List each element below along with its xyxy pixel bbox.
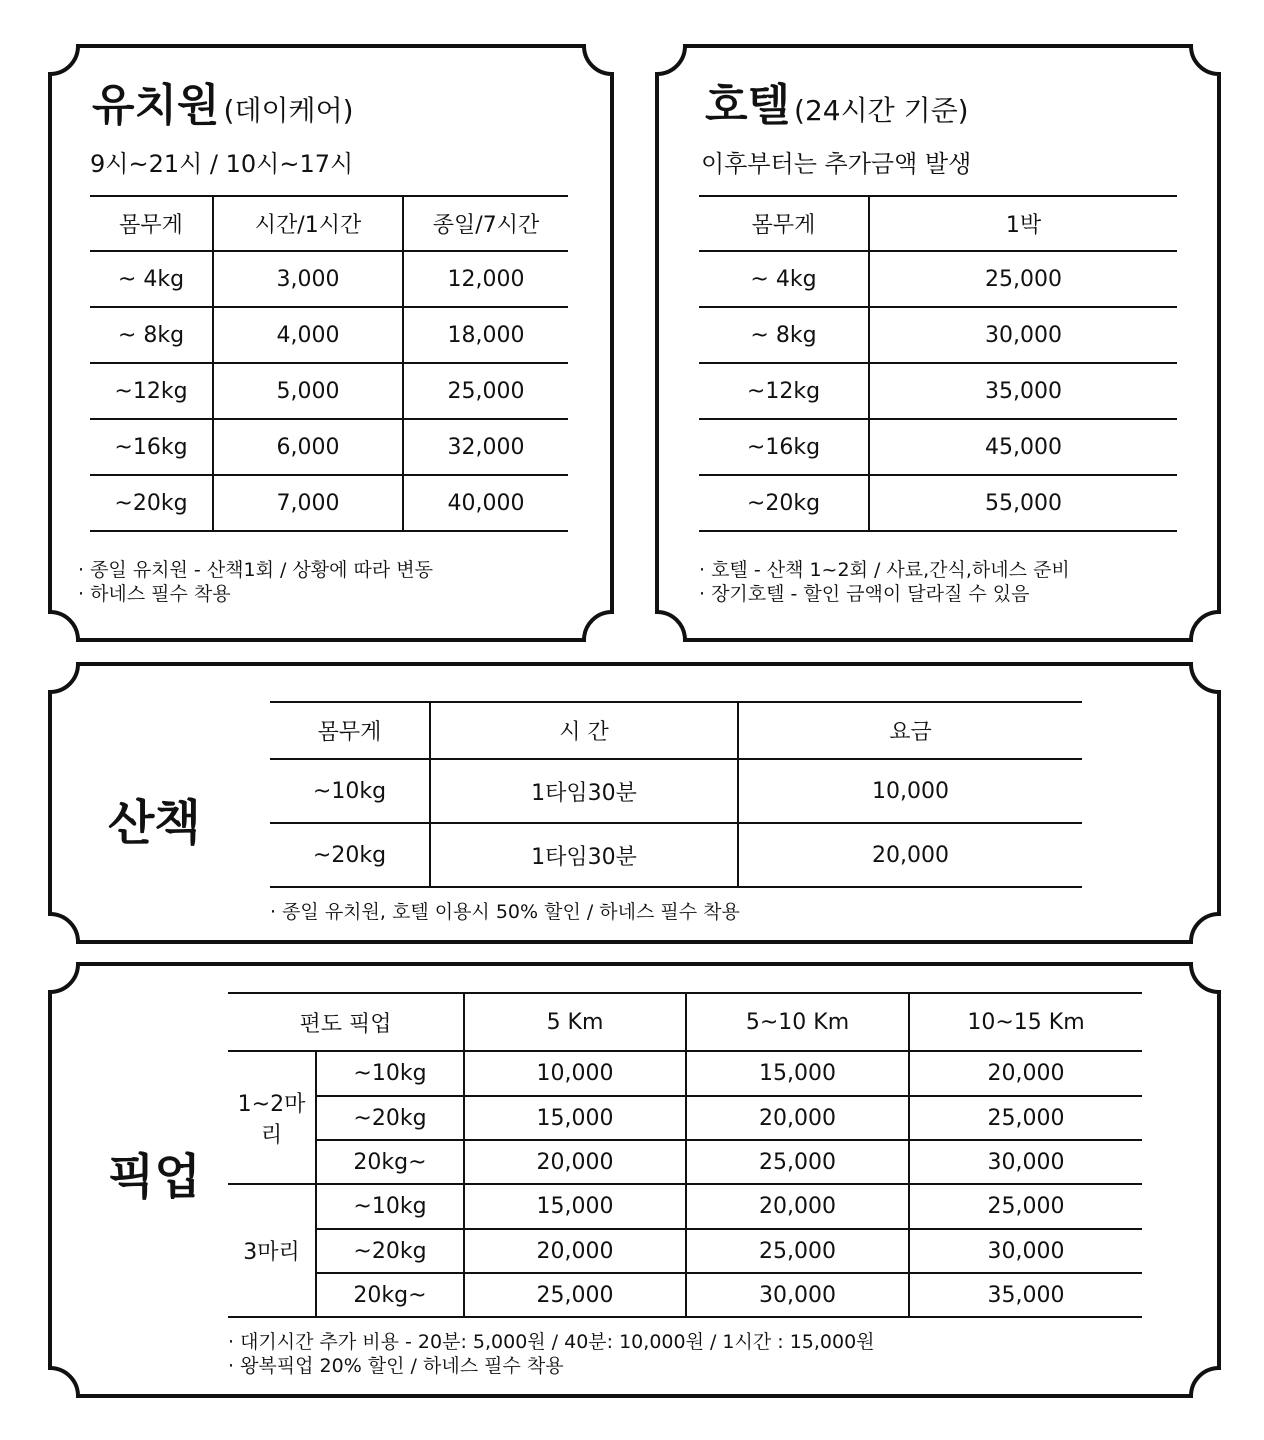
hotel-price-table: [699, 195, 1177, 532]
price-cell: 20,000: [464, 1229, 686, 1273]
table-row: [699, 419, 1177, 475]
price-cell: 25,000: [909, 1184, 1142, 1229]
pickup-price-table: [228, 992, 1142, 1318]
weight-cell: ~ 8kg: [117, 322, 185, 348]
table-row: [270, 823, 1082, 887]
weight-cell: 20kg~: [316, 1273, 464, 1317]
price-cell: 18,000: [403, 307, 568, 363]
price-cell: 5,000: [213, 363, 403, 419]
header-fullday: 종일/7시간: [403, 196, 568, 251]
price-cell: 30,000: [869, 307, 1177, 363]
table-row: [699, 251, 1177, 307]
price-cell: 55,000: [869, 475, 1177, 531]
hotel-title-sub: (24시간 기준): [794, 94, 969, 127]
weight-cell: ~16kg: [746, 434, 821, 460]
walk-panel: [48, 662, 1221, 944]
header-night: 1박: [869, 196, 1177, 251]
price-cell: 25,000: [403, 363, 568, 419]
price-cell: 30,000: [909, 1140, 1142, 1184]
kindergarten-notes: [78, 558, 433, 606]
table-row: [228, 1229, 1142, 1273]
kindergarten-title-main: 유치원: [92, 80, 220, 131]
group-label: 3마리: [243, 1240, 300, 1265]
weight-cell: ~12kg: [746, 378, 821, 404]
price-cell: 45,000: [869, 419, 1177, 475]
note-line: · 왕복픽업 20% 할인 / 하네스 필수 착용: [228, 1355, 564, 1377]
hotel-subtitle: 이후부터는 추가금액 발생: [701, 150, 972, 178]
price-cell: 15,000: [464, 1096, 686, 1140]
kindergarten-hours: 9시~21시 / 10시~17시: [90, 150, 354, 178]
price-cell: 6,000: [213, 419, 403, 475]
kindergarten-title: [92, 80, 354, 131]
table-row: [228, 1051, 1142, 1096]
table-row: [228, 1140, 1142, 1184]
price-cell: 10,000: [738, 759, 1082, 823]
note-line: · 대기시간 추가 비용 - 20분: 5,000원 / 40분: 10,000원 / 1시간 : 15,000원: [228, 1331, 875, 1353]
header-hourly: 시간/1시간: [213, 196, 403, 251]
time-cell: 1타임30분: [430, 759, 738, 823]
price-cell: 25,000: [464, 1273, 686, 1317]
kindergarten-title-sub: (데이케어): [223, 94, 354, 127]
price-cell: 25,000: [869, 251, 1177, 307]
pickup-title: 픽업: [108, 1149, 201, 1205]
table-row: [90, 419, 568, 475]
price-cell: 3,000: [213, 251, 403, 307]
weight-cell: ~10kg: [312, 778, 387, 804]
note-line: · 종일 유치원, 호텔 이용시 50% 할인 / 하네스 필수 착용: [270, 901, 740, 923]
table-row: [270, 759, 1082, 823]
walk-notes: [270, 900, 740, 924]
header-weight: 몸무게: [751, 213, 816, 238]
weight-cell: ~20kg: [746, 490, 821, 516]
price-cell: 20,000: [738, 823, 1082, 887]
weight-cell: ~10kg: [316, 1051, 464, 1096]
table-row: [699, 475, 1177, 531]
price-cell: 20,000: [464, 1140, 686, 1184]
header-weight: 몸무게: [119, 213, 183, 238]
table-row: [699, 307, 1177, 363]
price-cell: 32,000: [403, 419, 568, 475]
price-cell: 12,000: [403, 251, 568, 307]
table-row: [228, 1184, 1142, 1229]
note-line: · 장기호텔 - 할인 금액이 달라질 수 있음: [699, 583, 1030, 605]
price-cell: 30,000: [686, 1273, 909, 1317]
price-cell: 25,000: [686, 1229, 909, 1273]
table-row: [90, 363, 568, 419]
hotel-title: [705, 80, 969, 131]
price-cell: 35,000: [869, 363, 1177, 419]
table-row: [90, 307, 568, 363]
table-header-row: [699, 196, 1177, 251]
weight-cell: ~10kg: [316, 1184, 464, 1229]
price-cell: 20,000: [686, 1184, 909, 1229]
price-cell: 40,000: [403, 475, 568, 531]
weight-cell: ~20kg: [316, 1096, 464, 1140]
walk-title: 산책: [108, 795, 201, 851]
note-line: · 호텔 - 산책 1~2회 / 사료,간식,하네스 준비: [699, 559, 1070, 581]
table-row: [90, 251, 568, 307]
price-cell: 35,000: [909, 1273, 1142, 1317]
header-fee: 요금: [738, 702, 1082, 759]
table-header-row: [270, 702, 1082, 759]
table-header-row: [90, 196, 568, 251]
header-time: 시 간: [430, 702, 738, 759]
weight-cell: ~20kg: [316, 1229, 464, 1273]
table-row: [90, 475, 568, 531]
price-cell: 20,000: [909, 1051, 1142, 1096]
pickup-notes: [228, 1330, 875, 1378]
weight-cell: ~ 8kg: [750, 322, 817, 348]
time-cell: 1타임30분: [430, 823, 738, 887]
price-cell: 25,000: [909, 1096, 1142, 1140]
weight-cell: ~ 4kg: [117, 266, 185, 292]
table-header-row: [228, 993, 1142, 1051]
price-cell: 15,000: [686, 1051, 909, 1096]
weight-cell: 20kg~: [316, 1140, 464, 1184]
weight-cell: ~ 4kg: [750, 266, 817, 292]
hotel-title-main: 호텔: [705, 80, 791, 131]
price-cell: 7,000: [213, 475, 403, 531]
header-5-10km: 5~10 Km: [686, 993, 909, 1051]
weight-cell: ~16kg: [114, 434, 188, 460]
price-cell: 30,000: [909, 1229, 1142, 1273]
pickup-panel: [48, 962, 1221, 1398]
price-cell: 20,000: [686, 1096, 909, 1140]
price-cell: 25,000: [686, 1140, 909, 1184]
weight-cell: ~20kg: [114, 490, 188, 516]
header-5km: 5 Km: [464, 993, 686, 1051]
price-cell: 15,000: [464, 1184, 686, 1229]
header-oneway-pickup: 편도 픽업: [299, 1011, 392, 1037]
table-row: [228, 1096, 1142, 1140]
header-weight: 몸무게: [317, 720, 382, 745]
table-row: [228, 1273, 1142, 1317]
walk-price-table: [270, 701, 1082, 888]
kindergarten-price-table: [90, 195, 568, 532]
kindergarten-panel: [48, 44, 614, 642]
weight-cell: ~20kg: [312, 842, 387, 868]
price-cell: 10,000: [464, 1051, 686, 1096]
weight-cell: ~12kg: [114, 378, 188, 404]
hotel-notes: [699, 558, 1070, 606]
header-10-15km: 10~15 Km: [909, 993, 1142, 1051]
price-cell: 4,000: [213, 307, 403, 363]
note-line: · 하네스 필수 착용: [78, 583, 231, 605]
group-label: 1~2마리: [237, 1091, 306, 1148]
note-line: · 종일 유치원 - 산책1회 / 상황에 따라 변동: [78, 559, 434, 581]
hotel-panel: [655, 44, 1221, 642]
table-row: [699, 363, 1177, 419]
